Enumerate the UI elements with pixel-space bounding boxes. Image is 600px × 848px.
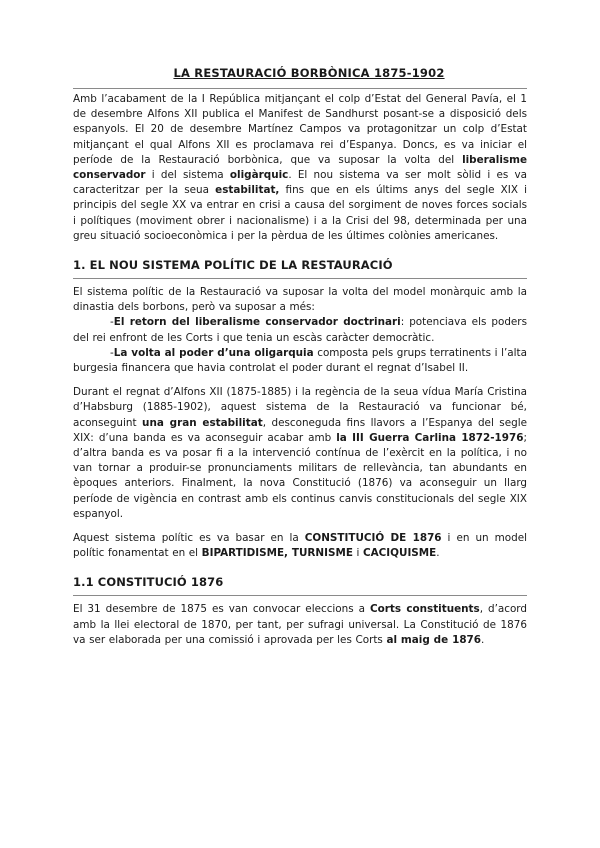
bold-text-run: CONSTITUCIÓ DE 1876 <box>304 532 442 545</box>
text-run: . El nou sistema va ser molt sòlid i es va caracteritzar per la seua <box>73 169 527 197</box>
section-1-paragraph-2 <box>73 385 527 522</box>
bold-text-run: una gran estabilitat <box>142 416 263 429</box>
bold-text-run: oligàrquic <box>229 169 289 182</box>
bold-text-run: La volta al poder d’una oligarquia <box>113 346 314 359</box>
text-run: - <box>110 346 114 359</box>
section-1-paragraph-3 <box>73 531 527 561</box>
bold-text-run: BIPARTIDISME, TURNISME <box>201 547 353 560</box>
document-page <box>73 66 527 648</box>
text-run: , desconeguda fins llavors a l’Espanya del segle XIX: d’una banda es va aconseguir acabar amb <box>73 416 527 444</box>
section-1-rule <box>73 278 527 279</box>
section-1-1-rule <box>73 595 527 596</box>
text-run: fins que en els últims anys del segle XIX i principis del segle XX va entrar en crisi a causa del sorgiment de noves forces socials i polítiques (moviment obrer i nacionalisme) i a la Crisi del 98, determinada per una greu situació socioeconòmica i per la pèrdua de les últimes colònies americanes. <box>73 184 527 242</box>
text-run: . <box>481 633 485 646</box>
bold-text-run: CACIQUISME <box>363 547 437 560</box>
text-run: ; d’altra banda es va posar fi a la intervenció contínua de l’exèrcit en la política, i no van tornar a produir-se pronunciaments militars de rellevància, tan abundants en èpoques anteriors. Finalment, la nova Constitució (1876) va aconseguir un llarg període de vigència en contrast amb els continus canvis constitucionals del segle XIX espanyol. <box>73 431 527 520</box>
bold-text-run: al maig de 1876 <box>386 633 482 646</box>
section-1-1-title: 1.1 CONSTITUCIÓ 1876 <box>73 575 224 590</box>
section-1-list-item-2 <box>73 346 527 376</box>
bold-text-run: la III Guerra Carlina 1872-1976 <box>336 431 524 444</box>
section-1-title: 1. EL NOU SISTEMA POLÍTIC DE LA RESTAURACIÓ <box>73 258 393 273</box>
text-run: : potenciava els poders del rei enfront de les Corts i que tenia un escàs caràcter democràtic. <box>73 316 527 344</box>
bold-text-run: liberalisme conservador <box>73 153 527 182</box>
text-run: Amb l’acabament de la I República mitjançant el colp d’Estat del General Pavía, el 1 de desembre Alfons XII publica el Manifest de Sandhurst posant-se a disposició dels espanyols. El 20 de desembre Martínez Campos va protagonitzar un colp d’Estat mitjançant el qual Alfons XII es proclamava rei d’Espanya. Doncs, es va iniciar el període de la Restauració borbònica, que va suposar la volta del <box>73 93 527 166</box>
section-1-list-item-1 <box>73 315 527 345</box>
text-run: - <box>110 316 114 329</box>
title-rule <box>73 88 527 89</box>
document-title: LA RESTAURACIÓ BORBÒNICA 1875-1902 <box>173 66 445 80</box>
intro-paragraph <box>73 92 527 244</box>
text-run: Aquest sistema polític es va basar en la <box>73 532 305 545</box>
bold-text-run: estabilitat, <box>215 184 280 197</box>
bold-text-run: Corts constituents <box>369 603 480 616</box>
text-run: composta pels grups terratinents i l’alta burgesia financera que havia controlat el poder durant el regnat d’Isabel II. <box>73 346 527 375</box>
text-run: i <box>352 547 364 560</box>
text-run: i del sistema <box>145 169 230 182</box>
text-run: . <box>436 547 440 560</box>
text-run: El 31 desembre de 1875 es van convocar eleccions a <box>73 603 370 616</box>
section-1-paragraph-1: El sistema polític de la Restauració va suposar la volta del model monàrquic amb la dinastia dels borbons, però va suposar a més: <box>73 286 527 314</box>
text-run: Durant el regnat d’Alfons XII (1875-1885) i la regència de la seua vídua María Cristina d’Habsburg (1885-1902), aquest sistema de la Restauració va funcionar bé, aconseguint <box>73 386 527 429</box>
bold-text-run: El retorn del liberalisme conservador doctrinari <box>113 316 401 329</box>
section-1-1-paragraph-1 <box>73 602 527 648</box>
text-run: , d’acord amb la llei electoral de 1870, per tant, per sufragi universal. La Constitució de 1876 va ser elaborada per una comissió i aprovada per les Corts <box>73 603 527 646</box>
text-run: i en un model polític fonamentat en el <box>73 532 527 560</box>
